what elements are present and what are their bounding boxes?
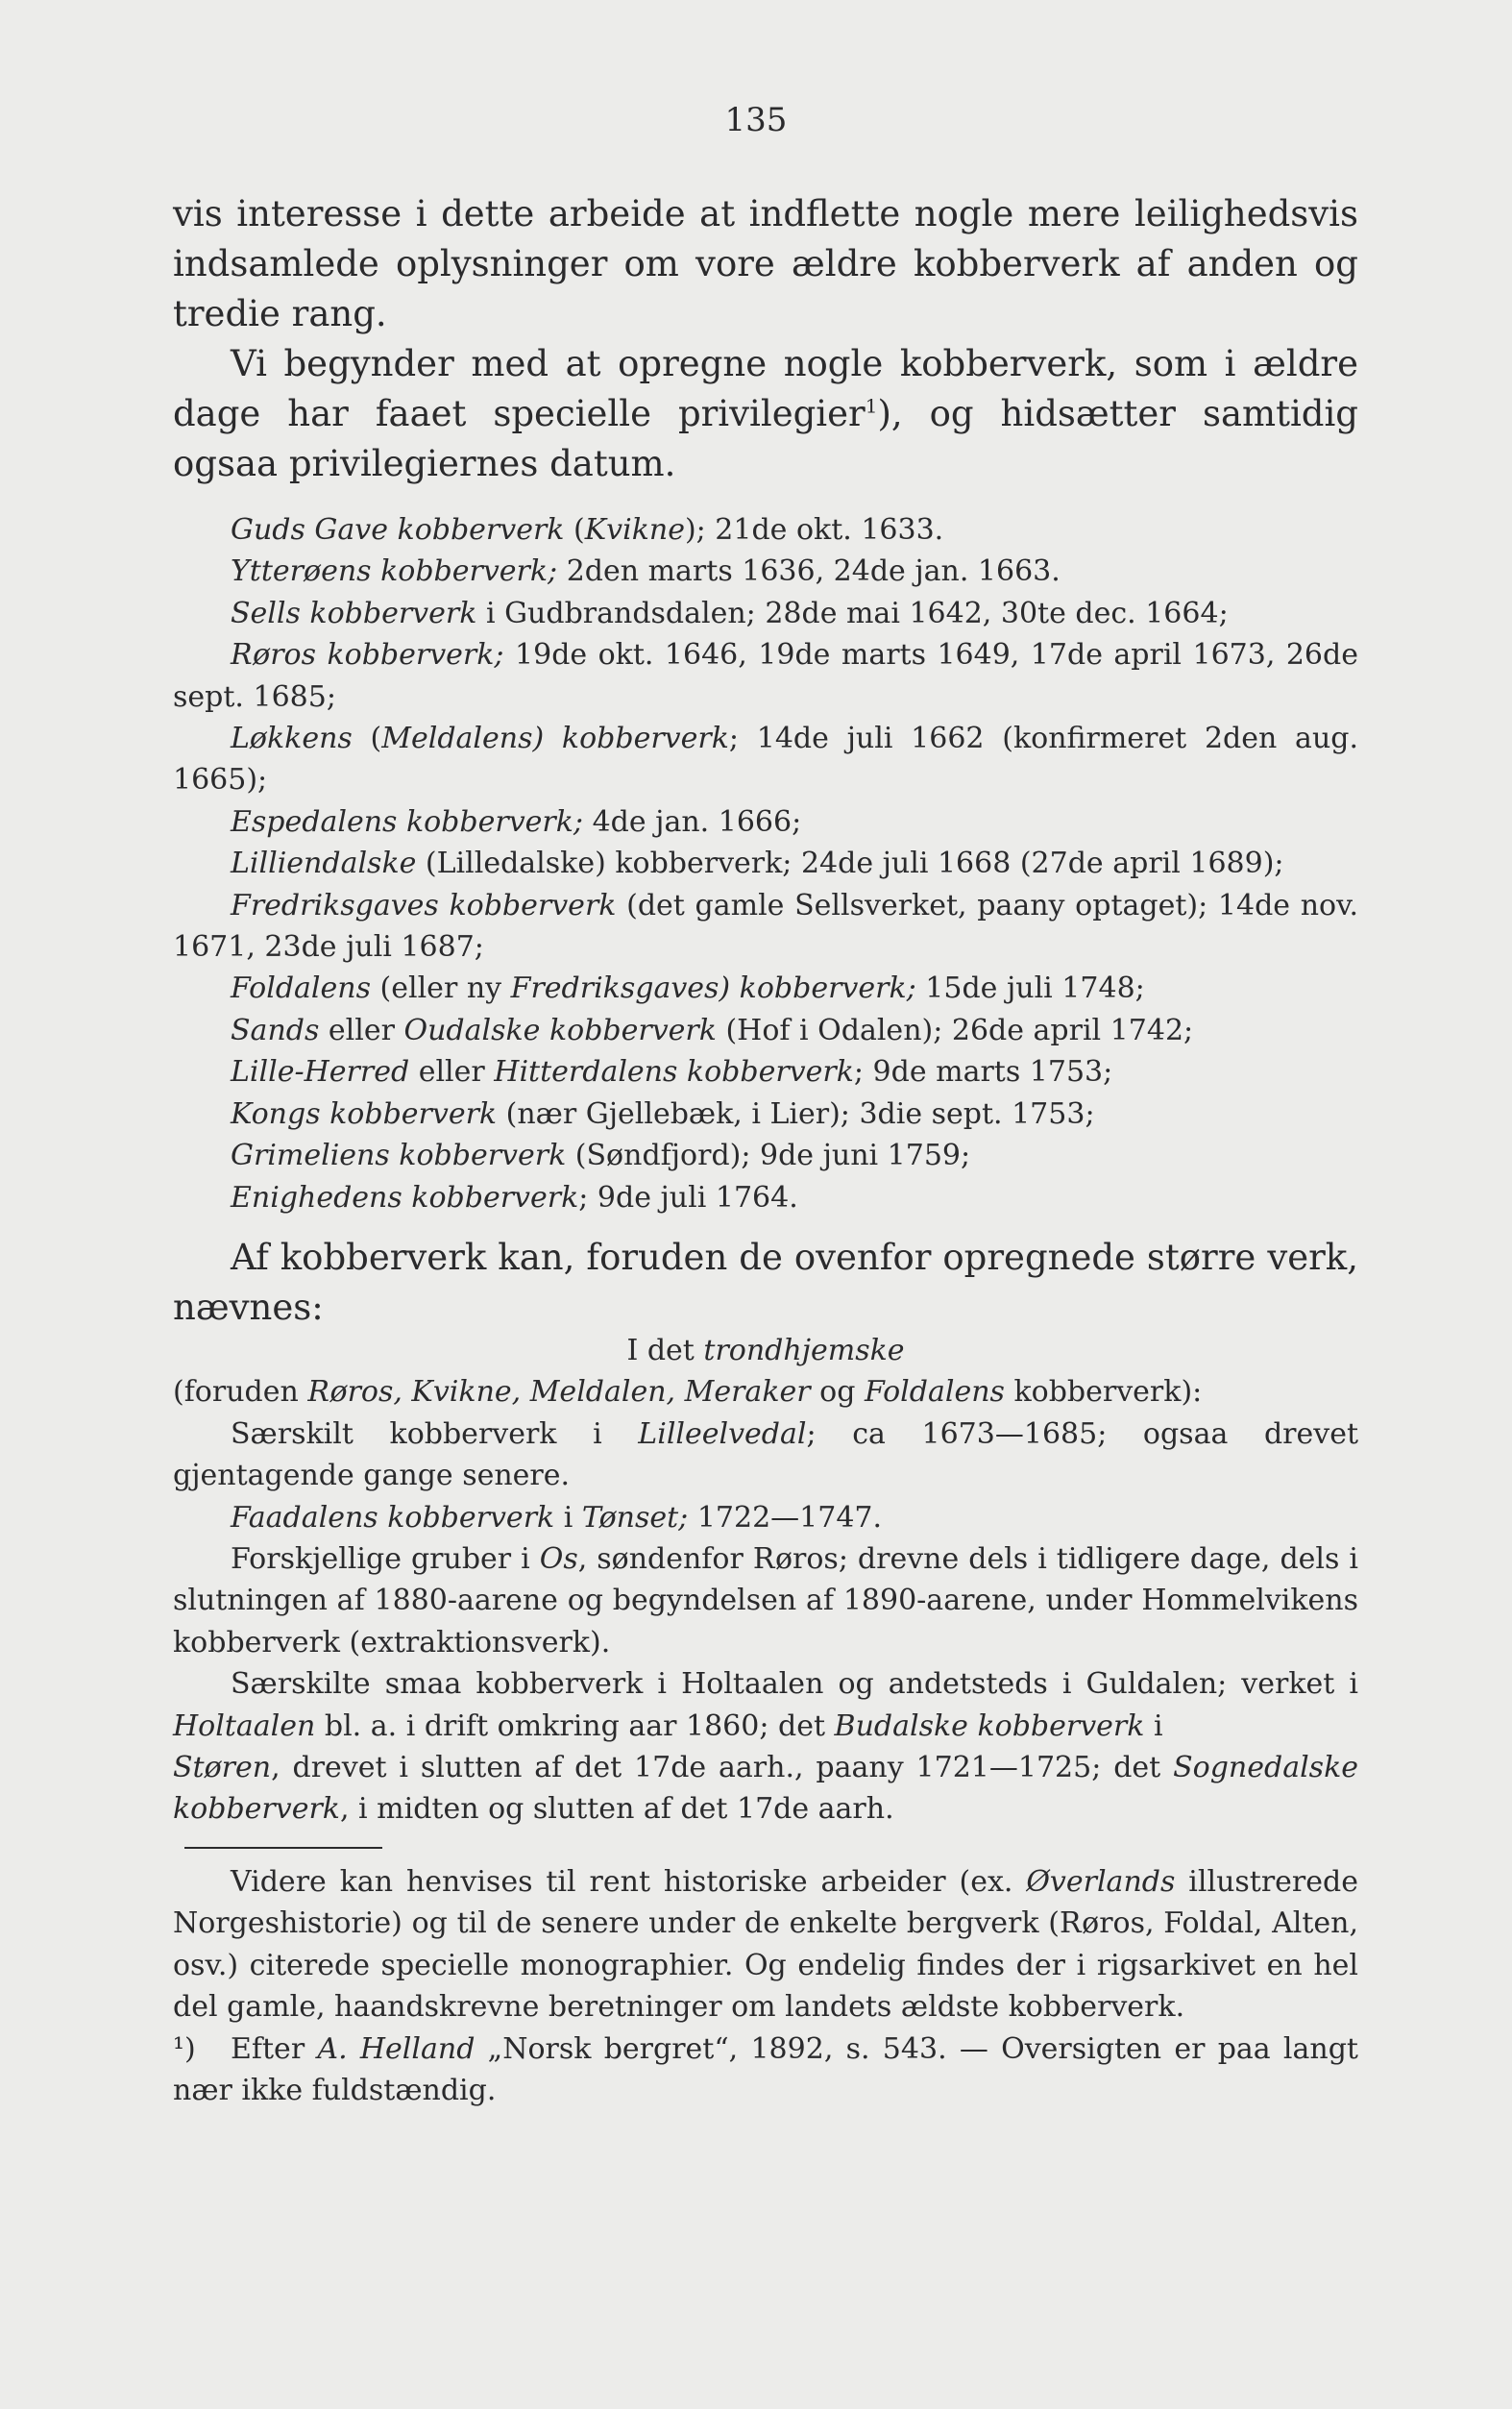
privilege-entry [173, 1135, 1358, 1176]
trondhjem-line [173, 1371, 1358, 1413]
privilege-rest: i Gudbrandsdalen; 28de mai 1642, 30te dec. 1664; [476, 596, 1229, 630]
privilege-entry [173, 1094, 1358, 1135]
intro-section [173, 189, 1358, 489]
privilege-it: Grimeliens kobberverk [231, 1139, 567, 1173]
privilege-it: Løkkens [231, 722, 353, 756]
second-section [173, 1233, 1358, 1333]
line-part-b: Røros, Kvikne, Meldalen, Meraker [307, 1375, 811, 1410]
fn-mark: ¹) [173, 2031, 196, 2066]
privilege-rest: 2den marts 1636, 24de jan. 1663. [557, 554, 1061, 589]
privilege-it2: Meldalens) kobberverk [381, 722, 729, 756]
line-part-c: bl. a. i drift omkring aar 1860; det [315, 1708, 835, 1743]
line-part-a: Særskilte smaa kobberverk i Holtaalen og andetsteds i Guldalen; verket i [231, 1667, 1358, 1702]
privilege-rest: (Hof i Odalen); 26de april 1742; [716, 1013, 1194, 1047]
privilege-it: Røros kobberverk; [231, 638, 504, 673]
privilege-mid: (eller ny [371, 971, 511, 1006]
second-paragraph: Af kobberverk kan, foruden de ovenfor opregnede større verk, nævnes: [173, 1237, 1358, 1328]
line-part-b: Holtaalen [173, 1708, 316, 1743]
line-part-c: og [810, 1375, 865, 1410]
privilege-entry [173, 1010, 1358, 1051]
privilege-it: Sands [231, 1013, 320, 1047]
intro-paragraph-1: vis interesse i dette arbeide at indflette nogle mere leilighedsvis indsamlede oplysninger om vore ældre kobberverk af anden og tredie rang. [173, 193, 1358, 334]
privilege-list [173, 509, 1358, 1218]
heading-pre: I det [626, 1334, 704, 1367]
privilege-entry [173, 551, 1358, 592]
privilege-entry [173, 634, 1358, 718]
privilege-rest: ; 14de juli 1662 (konfirmeret 2den aug. 1665); [173, 722, 1358, 798]
privilege-it2: Kvikne [584, 513, 685, 547]
privilege-it: Lilliendalske [231, 847, 417, 881]
privilege-rest: (nær Gjellebæk, i Lier); 3die sept. 1753; [497, 1096, 1095, 1131]
privilege-entry [173, 1051, 1358, 1093]
line-part-d: Foldalens [864, 1375, 1005, 1410]
line-part-e: , i midten og slutten af det 17de aarh. [339, 1792, 894, 1827]
footnote-ref: 1 [865, 394, 878, 418]
line-part-d: Tønset; [581, 1500, 689, 1535]
line-part-d: Sognedalske kobberverk [173, 1751, 1358, 1827]
line-part-c: , drevet i slutten af det 17de aarh., paany 1721—1725; det [271, 1751, 1174, 1785]
privilege-mid: eller [409, 1055, 495, 1090]
privilege-mid: eller [319, 1013, 404, 1047]
privilege-mid: ( [564, 513, 585, 547]
heading-italic: trondhjemske [703, 1334, 905, 1367]
privilege-rest: (Søndfjord); 9de juni 1759; [566, 1139, 971, 1173]
privilege-it: Foldalens [231, 971, 371, 1006]
privilege-it: Ytterøens kobberverk; [231, 554, 558, 589]
privilege-rest: 4de jan. 1666; [583, 804, 802, 839]
privilege-entry [173, 593, 1358, 634]
privilege-it: Sells kobberverk [231, 596, 477, 630]
line-part-b: Os [539, 1542, 578, 1577]
line-part-e: kobberverk): [1004, 1375, 1203, 1410]
footnote-rule [184, 1847, 382, 1849]
privilege-entry [173, 718, 1358, 801]
fn-a: Efter [231, 2031, 318, 2066]
privilege-rest: 19de okt. 1646, 19de marts 1649, 17de april 1673, 26de sept. 1685; [173, 638, 1358, 714]
line-part-e: i [1144, 1708, 1163, 1743]
privilege-rest: (Lilledalske) kobberverk; 24de juli 1668 (27de april 1689); [416, 847, 1284, 881]
trondhjem-lines [173, 1371, 1358, 1830]
privilege-it2: Oudalske kobberverk [403, 1013, 717, 1047]
line-part-b: Faadalens kobberverk [231, 1500, 555, 1535]
privilege-entry [173, 885, 1358, 969]
line-part-d: Budalske kobberverk [834, 1708, 1145, 1743]
trondhjem-line [173, 1747, 1358, 1831]
trondhjem-section [173, 1330, 1358, 1831]
line-part-a: (foruden [173, 1375, 308, 1410]
line-part-c: i [554, 1500, 582, 1535]
privilege-entry [173, 968, 1358, 1009]
trondhjem-line [173, 1663, 1358, 1747]
privilege-it: Espedalens kobberverk; [231, 804, 584, 839]
privilege-rest: 15de juli 1748; [915, 971, 1145, 1006]
privilege-it: Lille-Herred [231, 1055, 410, 1090]
privilege-it: Enighedens kobberverk [231, 1180, 579, 1215]
privilege-it2: Hitterdalens kobberverk [494, 1055, 854, 1090]
line-part-b: Lilleelvedal [638, 1416, 807, 1451]
trondhjem-line [173, 1413, 1358, 1497]
line-part-e: 1722—1747. [688, 1500, 883, 1535]
line-part-c: ; ca 1673—1685; ogsaa drevet gjentagende gange senere. [173, 1416, 1359, 1493]
privilege-entry [173, 509, 1358, 551]
fn-b: A. Helland [317, 2031, 476, 2066]
privilege-it2: Fredriksgaves) kobberverk; [510, 971, 916, 1006]
footnotes [173, 1861, 1358, 2111]
privilege-rest: ; 9de marts 1753; [853, 1055, 1113, 1090]
fn-c: „Norsk bergret“, 1892, s. 543. — Oversigten er paa langt nær ikke fuldstændig. [173, 2031, 1358, 2108]
trondhjem-line [173, 1497, 1358, 1538]
privilege-it: Guds Gave kobberverk [231, 513, 565, 547]
trondhjem-line [173, 1538, 1358, 1663]
page-number: 135 [724, 101, 788, 139]
footnote-paragraph [173, 1861, 1358, 2028]
intro-p2-text: Vi begynder med at opregne nogle kobberverk, som i ældre dage har faaet specielle privilegier [173, 343, 1358, 434]
privilege-rest: ; 9de juli 1764. [578, 1180, 798, 1215]
privilege-mid: ( [352, 722, 382, 756]
privilege-entry [173, 843, 1358, 884]
privilege-entry [173, 1177, 1358, 1218]
line-part-c: , søndenfor Røros; drevne dels i tidligere dage, dels i slutningen af 1880-aarene og begyndelsen af 1890-aarene, under Hommelvikens kobberverk (extraktionsverk). [173, 1542, 1359, 1659]
intro-p2-end: ), og hidsætter samtidig ogsaa privilegiernes datum. [173, 393, 1358, 484]
footnote-1 [173, 2028, 1358, 2112]
privilege-rest: (det gamle Sellsverket, paany optaget); 14de nov. 1671, 23de juli 1687; [173, 888, 1359, 965]
fn-p1-b: Øverlands [1026, 1865, 1176, 1899]
privilege-it: Fredriksgaves kobberverk [231, 888, 617, 922]
privilege-rest: ); 21de okt. 1633. [684, 513, 944, 547]
line-part-a: Særskilt kobberverk i [231, 1416, 639, 1451]
fn-p1-a: Videre kan henvises til rent historiske arbeider (ex. [231, 1865, 1027, 1899]
line-part-a: Forskjellige gruber i [231, 1542, 540, 1577]
privilege-entry [173, 801, 1358, 843]
fn-p1-c: illustrerede Norgeshistorie) og til de senere under de enkelte bergverk (Røros, Foldal, Alten, osv.) citerede specielle monographier. Og endelig findes der i rigsarkivet en hel del gamle, haandskrevne beretninger om landets ældste kobberverk. [173, 1865, 1358, 2025]
intro-paragraph-2 [173, 339, 1358, 489]
line-part-b: Støren [173, 1751, 272, 1785]
section-heading [173, 1330, 1358, 1371]
privilege-it: Kongs kobberverk [231, 1096, 498, 1131]
